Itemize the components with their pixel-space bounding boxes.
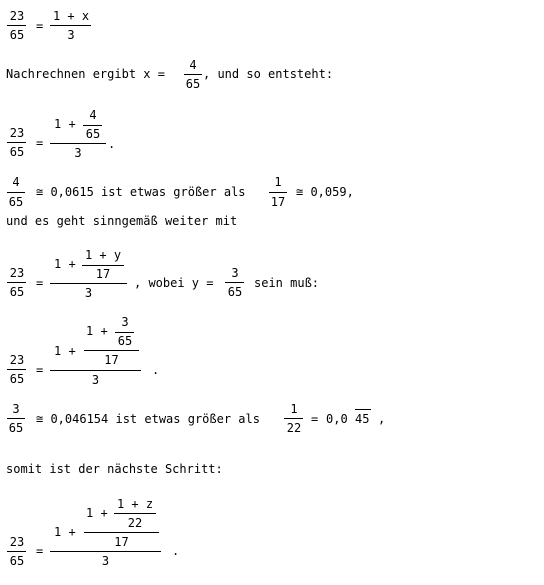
fraction-denominator: 65: [9, 145, 25, 159]
fraction-numerator: 3: [231, 266, 239, 280]
fraction-numerator: 4: [12, 175, 20, 189]
equals-sign: =: [36, 544, 44, 558]
fraction-bar: [7, 25, 26, 26]
fraction-denominator: 3: [67, 28, 75, 42]
fraction-numerator: 23: [9, 353, 25, 367]
fraction-bar: [184, 74, 202, 75]
fraction-bar: [7, 418, 25, 419]
fraction-bar: [50, 370, 141, 371]
fraction-bar: [269, 192, 287, 193]
equals-sign: =: [36, 363, 44, 377]
text: .: [172, 544, 180, 558]
fraction-bar: [50, 551, 161, 552]
fraction-bar: [115, 332, 134, 333]
equals-sign: =: [36, 19, 44, 33]
fraction-bar: [7, 369, 26, 370]
text: ,: [378, 412, 386, 426]
fraction-denominator: 65: [9, 372, 25, 386]
repeating-digits: 45: [355, 412, 370, 426]
fraction-numerator: 23: [9, 266, 25, 280]
fraction-numerator: 1 + x: [52, 9, 90, 23]
fraction-denominator: 65: [9, 28, 25, 42]
text: ≅ 0,046154 ist etwas größer als: [36, 412, 260, 426]
fraction-denominator: 65: [185, 77, 201, 91]
fraction-denominator: 22: [127, 516, 143, 530]
text: sein muß:: [254, 276, 320, 290]
text: .: [152, 363, 160, 377]
decimal-value: 0,0: [326, 412, 348, 426]
fraction-numerator: 1: [290, 402, 298, 416]
text: 1 +: [54, 525, 76, 539]
text: 1 +: [86, 324, 108, 338]
text: , wobei y =: [134, 276, 214, 290]
fraction-denominator: 65: [227, 285, 243, 299]
fraction-numerator: 23: [9, 535, 25, 549]
equals-sign: =: [36, 136, 44, 150]
fraction-numerator: 23: [9, 126, 25, 140]
fraction-bar: [225, 282, 244, 283]
equals-sign: =: [311, 412, 319, 426]
fraction-bar: [83, 125, 102, 126]
fraction-bar: [7, 142, 26, 143]
text: .: [108, 137, 116, 151]
text: 1 +: [54, 257, 76, 271]
fraction-numerator: 1: [274, 175, 282, 189]
fraction-bar: [114, 513, 156, 514]
fraction-denominator: 3: [91, 373, 100, 387]
fraction-numerator: 1 + y: [84, 248, 122, 262]
fraction-bar: [284, 418, 303, 419]
fraction-denominator: 17: [95, 267, 111, 281]
fraction-numerator: 1 + z: [116, 497, 154, 511]
fraction-denominator: 17: [104, 353, 119, 367]
fraction-numerator: 4: [189, 58, 197, 72]
fraction-bar: [50, 25, 91, 26]
text: , und so entsteht:: [203, 67, 334, 81]
repeating-overline: [355, 409, 371, 410]
fraction-numerator: 3: [121, 315, 129, 329]
fraction-denominator: 3: [101, 554, 110, 568]
fraction-denominator: 3: [74, 146, 82, 160]
fraction-denominator: 65: [9, 285, 25, 299]
fraction-bar: [84, 532, 159, 533]
line-5: und es geht sinngemäß weiter mit: [6, 214, 238, 228]
text: 1 +: [54, 344, 76, 358]
fraction-bar: [7, 282, 26, 283]
text: ≅ 0,0615 ist etwas größer als: [36, 185, 246, 199]
fraction-bar: [7, 192, 25, 193]
fraction-bar: [7, 551, 26, 552]
fraction-denominator: 3: [84, 286, 93, 300]
fraction-denominator: 65: [85, 127, 101, 141]
fraction-numerator: 23: [9, 9, 25, 23]
text: 1 +: [54, 117, 76, 131]
equals-sign: =: [36, 276, 44, 290]
fraction-denominator: 65: [8, 421, 24, 435]
fraction-bar: [84, 350, 139, 351]
fraction-denominator: 65: [117, 334, 133, 348]
fraction-bar: [50, 283, 127, 284]
fraction-denominator: 22: [286, 421, 302, 435]
text: 1 +: [86, 506, 108, 520]
fraction-numerator: 4: [89, 108, 97, 122]
text: Nachrechnen ergibt x =: [6, 67, 165, 81]
fraction-denominator: 17: [114, 535, 129, 549]
fraction-bar: [82, 265, 124, 266]
fraction-denominator: 65: [8, 195, 24, 209]
text: ≅ 0,059,: [296, 185, 354, 199]
fraction-numerator: 3: [12, 402, 20, 416]
fraction-bar: [50, 143, 106, 144]
fraction-denominator: 17: [270, 195, 286, 209]
fraction-denominator: 65: [9, 554, 25, 568]
line-8: somit ist der nächste Schritt:: [6, 462, 223, 476]
